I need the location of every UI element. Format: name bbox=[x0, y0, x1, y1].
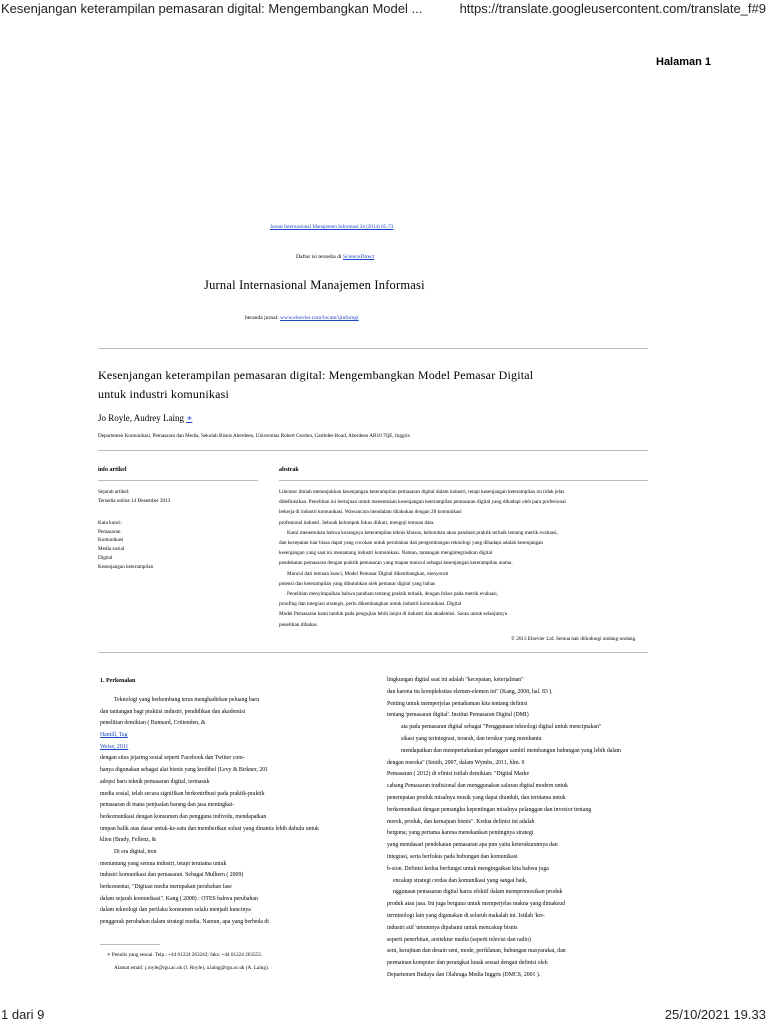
abstract-line: penelitian dibahas. bbox=[279, 621, 318, 628]
keyword-item: Pemasaran bbox=[98, 528, 121, 535]
body-line: dengan mereka" (Smith, 2007, dalam Wymbs, 2011, hlm. 9 bbox=[387, 759, 525, 766]
abstract-line: proofing dan integrasi strategis, perlu dikembangkan untuk industri komunikasi. Digital bbox=[279, 601, 462, 608]
abstract-end-divider bbox=[98, 652, 648, 653]
keyword-item: Media sosial bbox=[98, 546, 125, 553]
body-line: merek, produk, dan kemajuan bisnis". Kedua definisi ini adalah bbox=[387, 818, 535, 825]
journal-title: Jurnal Internasional Manajemen Informasi bbox=[204, 278, 425, 292]
abstract-line: Muncul dari temuan kunci, Model Pemasar Digital dikembangkan, menyoroti bbox=[287, 570, 449, 577]
keyword-item: Kesenjangan keterampilan bbox=[98, 563, 154, 570]
contents-prefix: Daftar isi tersedia di bbox=[296, 254, 342, 260]
footnote-line: ∗ Penulis yang sesuai. Telp.: +44 01224 263243; faks: +44 01224 263553. bbox=[107, 952, 263, 958]
abstract-line: Model Pemasaran kami tanduk pada pengujian lebih lanjut di industri dan akademisi. Saran untuk selanjutnya bbox=[279, 611, 508, 618]
abstract-line: Penelitian menyimpulkan bahwa panduan tentang praktik terbaik, dengan fokus pada metrik evaluasi, bbox=[287, 591, 499, 598]
body-line: tentang 'pemasaran digital'. Institut Pemasaran Digital (DMI) bbox=[387, 712, 529, 719]
body-line: berkomentar, "Digitasi media merupakan perubahan fase bbox=[100, 884, 232, 890]
body-line: yang mendasari pendekatan pemasaran apa pun yaitu keterukurannya dan bbox=[387, 842, 558, 849]
info-divider bbox=[98, 480, 258, 481]
body-line: pemasaran di mana penjualan barang dan jasa meningkat- bbox=[100, 802, 235, 809]
abstract-line: profesional industri. Sebuah kelompok fokus diikuti, menguji temuan data. bbox=[279, 519, 435, 526]
article-info-heading: info artikel bbox=[98, 467, 127, 473]
body-line: ata pada pemasaran digital sebagai "Penggunaan teknologi digital untuk menciptakan" bbox=[401, 724, 602, 731]
homepage-prefix: beranda jurnal: bbox=[245, 315, 279, 321]
body-line: adopsi baru teknik pemasaran digital, termasuk bbox=[100, 778, 210, 785]
history-label: Sejarah artikel: bbox=[98, 489, 130, 495]
body-line: berkomunikasi dengan konsumen dan pengguna individu, mendapatkan bbox=[100, 813, 267, 820]
body-line: media sosial, telah secara signifikan berkontribusi pada praktik-praktik bbox=[100, 790, 265, 797]
body-line: dan tantangan bagi praktisi industri, pendidikan dan akademisi bbox=[100, 708, 246, 715]
abstract-line: dan kecepatan luar biasa dapat yang cocokan untuk perubahan dan pengembangan teknologi yang dihadapi adalah kesenjangan bbox=[279, 540, 544, 547]
keywords-label: Kata kunci: bbox=[98, 520, 123, 526]
page-counter: 1 dari 9 bbox=[1, 1007, 45, 1022]
keyword-item: Digital bbox=[98, 554, 113, 561]
abstract-line: pendekatan pemasaran dengan praktik pemasaran yang mapan muncul sebagai kesenjangan keterampilan utama. bbox=[279, 560, 513, 567]
abstract-line: Literatur ilmiah menunjukkan kesenjangan keterampilan pemasaran digital dalam industri, tetapi kesenjangan keterampilan ini tidak jelas bbox=[279, 489, 565, 495]
abstract-line: Kami menemukan bahwa kurangnya keterampilan teknis khusus, kebutuhan akan panduan praktik terbaik tentang metrik evaluasi, bbox=[287, 529, 558, 536]
body-line: seni, kerajinan dan desain seni, mode, periklanan, hubungan masyarakat, dan bbox=[387, 948, 566, 955]
body-line: industri atif 'umumnya dipahami untuk mencakup bisnis bbox=[387, 924, 518, 931]
body-line: umpan balik atas dasar untuk-ke-satu dan memberikan solusi yang dinamis lebih dahulu untuk bbox=[100, 825, 319, 832]
article-history bbox=[98, 490, 170, 504]
body-line: dan karena itu kompleksitas elemen-elemen ini" (Kang, 2008, hal. 83 ). bbox=[387, 688, 553, 695]
contents-line bbox=[296, 255, 374, 261]
page-label: Halaman 1 bbox=[656, 56, 712, 68]
sciencedirect-link[interactable]: ScienceDirect bbox=[342, 254, 375, 260]
body-line: encakup strategi cerdas dan komunikasi yang sangat baik, bbox=[393, 877, 528, 884]
article-title-line-1: Kesenjangan keterampilan pemasaran digital: Mengembangkan Model Pemasar Digital bbox=[98, 368, 534, 382]
homepage-line bbox=[245, 316, 359, 322]
section-heading: 1. Perkenalan bbox=[100, 678, 136, 684]
body-line: dalam sejarah komunikasi". Kang ( 2008) : OTES bahwa perubahan bbox=[100, 895, 258, 902]
page-title-header: Kesenjangan keterampilan pemasaran digital: Mengembangkan Model ... bbox=[1, 1, 423, 16]
keywords bbox=[98, 521, 153, 570]
body-line: Departemen Budaya dan Olahraga Media Inggris (DMCS, 2001 ). bbox=[387, 971, 541, 978]
body-line: klien (Brady, Fellenz, & bbox=[100, 837, 157, 844]
abstract-body bbox=[279, 490, 649, 628]
body-line: sikasi yang terintegrasi, terarah, dan terukur yang membantu bbox=[401, 735, 542, 742]
print-datetime: 25/10/2021 19.33 bbox=[664, 1007, 766, 1022]
body-line: Penting untuk memperjelas pemahaman kita tentang definisi bbox=[387, 700, 528, 707]
article-title bbox=[98, 366, 658, 404]
abstract-line: kesenjangan yang saat ini menantang industri komunikasi. Namun, tantangan mengintegrasikan digital bbox=[279, 550, 493, 557]
body-line: menuntung yang semua industri, tetapi terutama untuk bbox=[100, 860, 227, 867]
intro-right-column bbox=[387, 678, 652, 979]
abstract-heading: abstrak bbox=[279, 467, 299, 473]
intro-left-column bbox=[100, 698, 370, 926]
body-line: Di era digital, tren bbox=[114, 848, 157, 855]
copyright: © 2013 Elsevier Ltd. Semua hak dilindungi undang-undang. bbox=[511, 636, 637, 642]
keyword-item: Komunikasi bbox=[98, 537, 124, 544]
abstract-line: didefinisikan. Penelitian ini bertujuan untuk menentukan kesenjangan keterampilan pemasaran digital yang dihadapi oleh para profesional bbox=[279, 499, 566, 506]
body-line: penggerak perubahan dalam strategi media. Namun, apa yang berbeda di bbox=[100, 919, 269, 926]
body-line: Pemasaran ( 2012) di efinisi istilah demikian: "Digital Marke bbox=[387, 771, 530, 778]
body-line: penempatan produk misalnya musik yang dapat diunduh, dan terutama untuk bbox=[387, 794, 566, 801]
footnote-line: Alamat email: j.royle@rgu.ac.uk (J. Royle), a.laing@rgu.ac.uk (A. Laing). bbox=[114, 965, 270, 971]
body-line: mendapatkan dan mempertahankan pelanggan sambil membangun hubungan yang lebih dalam bbox=[401, 747, 622, 754]
affiliation: Departemen Komunikasi, Pemasaran dan Media, Sekolah Bisnis Aberdeen, Universitas Robert Gordon, Garthdee Road, Aberdeen AB10 7QE, Inggris bbox=[98, 433, 410, 439]
homepage-link[interactable]: www.elsevier.com/locate/ijinfomgt bbox=[280, 315, 359, 321]
article-title-line-2: untuk industri komunikasi bbox=[98, 387, 229, 401]
body-line: nggunaan pemasaran digital harus efektif dalam mempromosikan produk bbox=[393, 889, 563, 896]
body-line: terminologi lain yang digunakan di seluruh makalah ini. Istilah 'kre- bbox=[387, 912, 545, 919]
authors-line bbox=[98, 413, 192, 424]
body-line: integrasi, serta berfokus pada hubungan dan komunikasi bbox=[387, 853, 518, 860]
body-line: seperti penerbitan, arsitektur media (seperti televisi dan radio) bbox=[387, 936, 531, 943]
citation-link[interactable]: Hamill, Tag bbox=[100, 732, 128, 739]
body-line: cabang Pemasaran tradisional dan menggunakan saluran digital modern untuk bbox=[387, 783, 568, 790]
body-line: dalam teknologi dan perilaku konsumen selalu menjadi kuncinya bbox=[100, 907, 251, 914]
body-line: penelitian demikian ( Bunnard, Crittenden, & bbox=[100, 720, 206, 727]
footnote-divider bbox=[100, 944, 160, 945]
body-line: dengan situs jejaring sosial seperti Facebook dan Twitter com- bbox=[100, 755, 245, 762]
corresponding-author-mark[interactable]: ∗ bbox=[186, 413, 193, 423]
body-line: produk atau jasa. Ini juga berguna untuk memperjelas makna yang dimaksud bbox=[387, 901, 566, 908]
body-line: permainan komputer dan perangkat lunak sesuai dengan definisi oleh bbox=[387, 960, 548, 967]
page-url[interactable]: https://translate.googleusercontent.com/translate_f#9 bbox=[459, 1, 766, 16]
body-line: hanya digunakan sebagai alat bisnis yang kredibel (Levy & Birkner, 201 bbox=[100, 767, 268, 774]
history-online: Tersedia online 14 Desember 2013 bbox=[98, 498, 171, 505]
abstract-divider bbox=[279, 480, 648, 481]
body-line: b-sion. Definisi kedua berfungsi untuk mengingatkan kita bahwa juga bbox=[387, 865, 549, 872]
body-line: Teknologi yang berkembang terus menghadirkan peluang baru bbox=[114, 697, 260, 703]
body-line: berguna; yang pertama karena menekankan pentingnya strategi bbox=[387, 830, 534, 837]
affiliation-divider bbox=[98, 450, 648, 451]
header-divider bbox=[98, 348, 648, 349]
body-line: industri komunikasi dan pemasaran. Sebagai Mulhern ( 2009) bbox=[100, 872, 244, 879]
body-line: berkomunikasi dengan pemangku kepentingan misalnya pelanggan dan investor tentang bbox=[387, 806, 592, 813]
abstract-line: bekerja di industri komunikasi. Wawancara mendalam dilakukan dengan 20 komunikasi bbox=[279, 509, 462, 516]
authors: Jo Royle, Audrey Laing bbox=[98, 413, 184, 423]
abstract-line: potensi dan keterampilan yang dibutuhkan oleh pemasar digital yang bahas bbox=[279, 580, 436, 587]
citation-link[interactable]: Weise, 2011 bbox=[100, 743, 129, 750]
body-line: lingkungan digital saat ini adalah "kecepatan, keterjalinan" bbox=[387, 677, 524, 683]
citation-link[interactable]: Jurnal Internasional Manajemen Informasi 34 (2014) 65-73 bbox=[270, 224, 394, 230]
